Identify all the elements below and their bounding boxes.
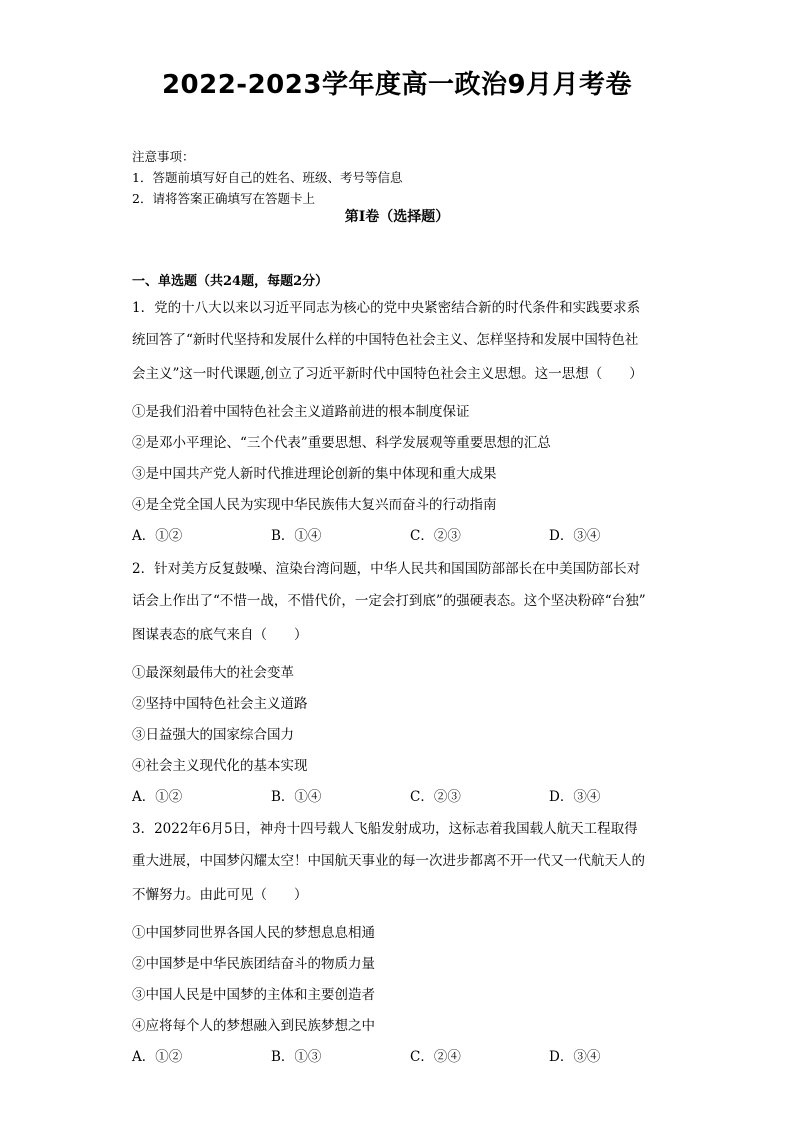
question-stem-line: 统回答了“新时代坚持和发展什么样的中国特色社会主义、怎样坚持和发展中国特色社 (132, 332, 639, 348)
question-stem-line: 不懈努力。由此可见（ ） (132, 887, 308, 903)
answer-choice-c[interactable]: C．②④ (410, 1049, 461, 1065)
statement-option: ②是邓小平理论、“三个代表”重要思想、科学发展观等重要思想的汇总 (132, 435, 551, 451)
part-heading: 一、单选题（共24题，每题2分） (132, 274, 329, 289)
answer-choice-a[interactable]: A．①② (132, 789, 183, 805)
answer-choice-d[interactable]: D．③④ (549, 1049, 601, 1065)
statement-option: ④社会主义现代化的基本实现 (132, 758, 308, 774)
answer-choice-d[interactable]: D．③④ (549, 789, 601, 805)
instructions (132, 146, 402, 209)
answer-choice-b[interactable]: B．①③ (271, 1049, 322, 1065)
question-stem-line: 2．针对美方反复鼓噪、渲染台湾问题，中华人民共和国国防部部长在中美国防部长对 (132, 561, 641, 577)
question-stem-line: 重大进展，中国梦闪耀太空！中国航天事业的每一次进步都离不开一代又一代航天人的 (132, 853, 645, 869)
answer-choice-d[interactable]: D．③④ (549, 528, 601, 544)
answer-choice-b[interactable]: B．①④ (271, 528, 322, 544)
instruction-item: 1．答题前填写好自己的姓名、班级、考号等信息 (132, 170, 403, 185)
question-stem-line: 会主义”这一时代课题,创立了习近平新时代中国特色社会主义思想。这一思想（ ） (132, 366, 643, 382)
question-stem-line: 图谋表态的底气来自（ ） (132, 627, 308, 643)
statement-option: ②中国梦是中华民族团结奋斗的物质力量 (132, 956, 375, 972)
answer-choice-c[interactable]: C．②③ (410, 528, 461, 544)
statement-option: ③是中国共产党人新时代推进理论创新的集中体现和重大成果 (132, 466, 497, 482)
instruction-item: 2．请将答案正确填写在答题卡上 (132, 191, 315, 206)
statement-option: ④是全党全国人民为实现中华民族伟大复兴而奋斗的行动指南 (132, 497, 497, 513)
statement-option: ①中国梦同世界各国人民的梦想息息相通 (132, 925, 375, 941)
statement-option: ③日益强大的国家综合国力 (132, 727, 294, 743)
answer-choice-c[interactable]: C．②③ (410, 789, 461, 805)
exam-title: 2022-2023学年度高一政治9月月考卷 (161, 70, 633, 100)
statement-option: ③中国人民是中国梦的主体和主要创造者 (132, 987, 375, 1003)
statement-option: ①是我们沿着中国特色社会主义道路前进的根本制度保证 (132, 404, 470, 420)
section-title: 第I卷（选择题） (344, 209, 450, 225)
question-stem-line: 话会上作出了“不惜一战，不惜代价，一定会打到底”的强硬表态。这个坚决粉碎“台独” (132, 593, 646, 609)
question-stem-line: 1．党的十八大以来以习近平同志为核心的党中央紧密结合新的时代条件和实践要求系 (132, 300, 641, 316)
answer-choice-b[interactable]: B．①④ (271, 789, 322, 805)
statement-option: ②坚持中国特色社会主义道路 (132, 696, 308, 712)
answer-choice-a[interactable]: A．①② (132, 1049, 183, 1065)
instructions-heading: 注意事项： (132, 149, 195, 164)
statement-option: ①最深刻最伟大的社会变革 (132, 665, 294, 681)
question-stem-line: 3．2022年6月5日，神舟十四号载人飞船发射成功，这标志着我国载人航天工程取得 (132, 821, 638, 837)
answer-choice-a[interactable]: A．①② (132, 528, 183, 544)
statement-option: ④应将每个人的梦想融入到民族梦想之中 (132, 1018, 375, 1034)
